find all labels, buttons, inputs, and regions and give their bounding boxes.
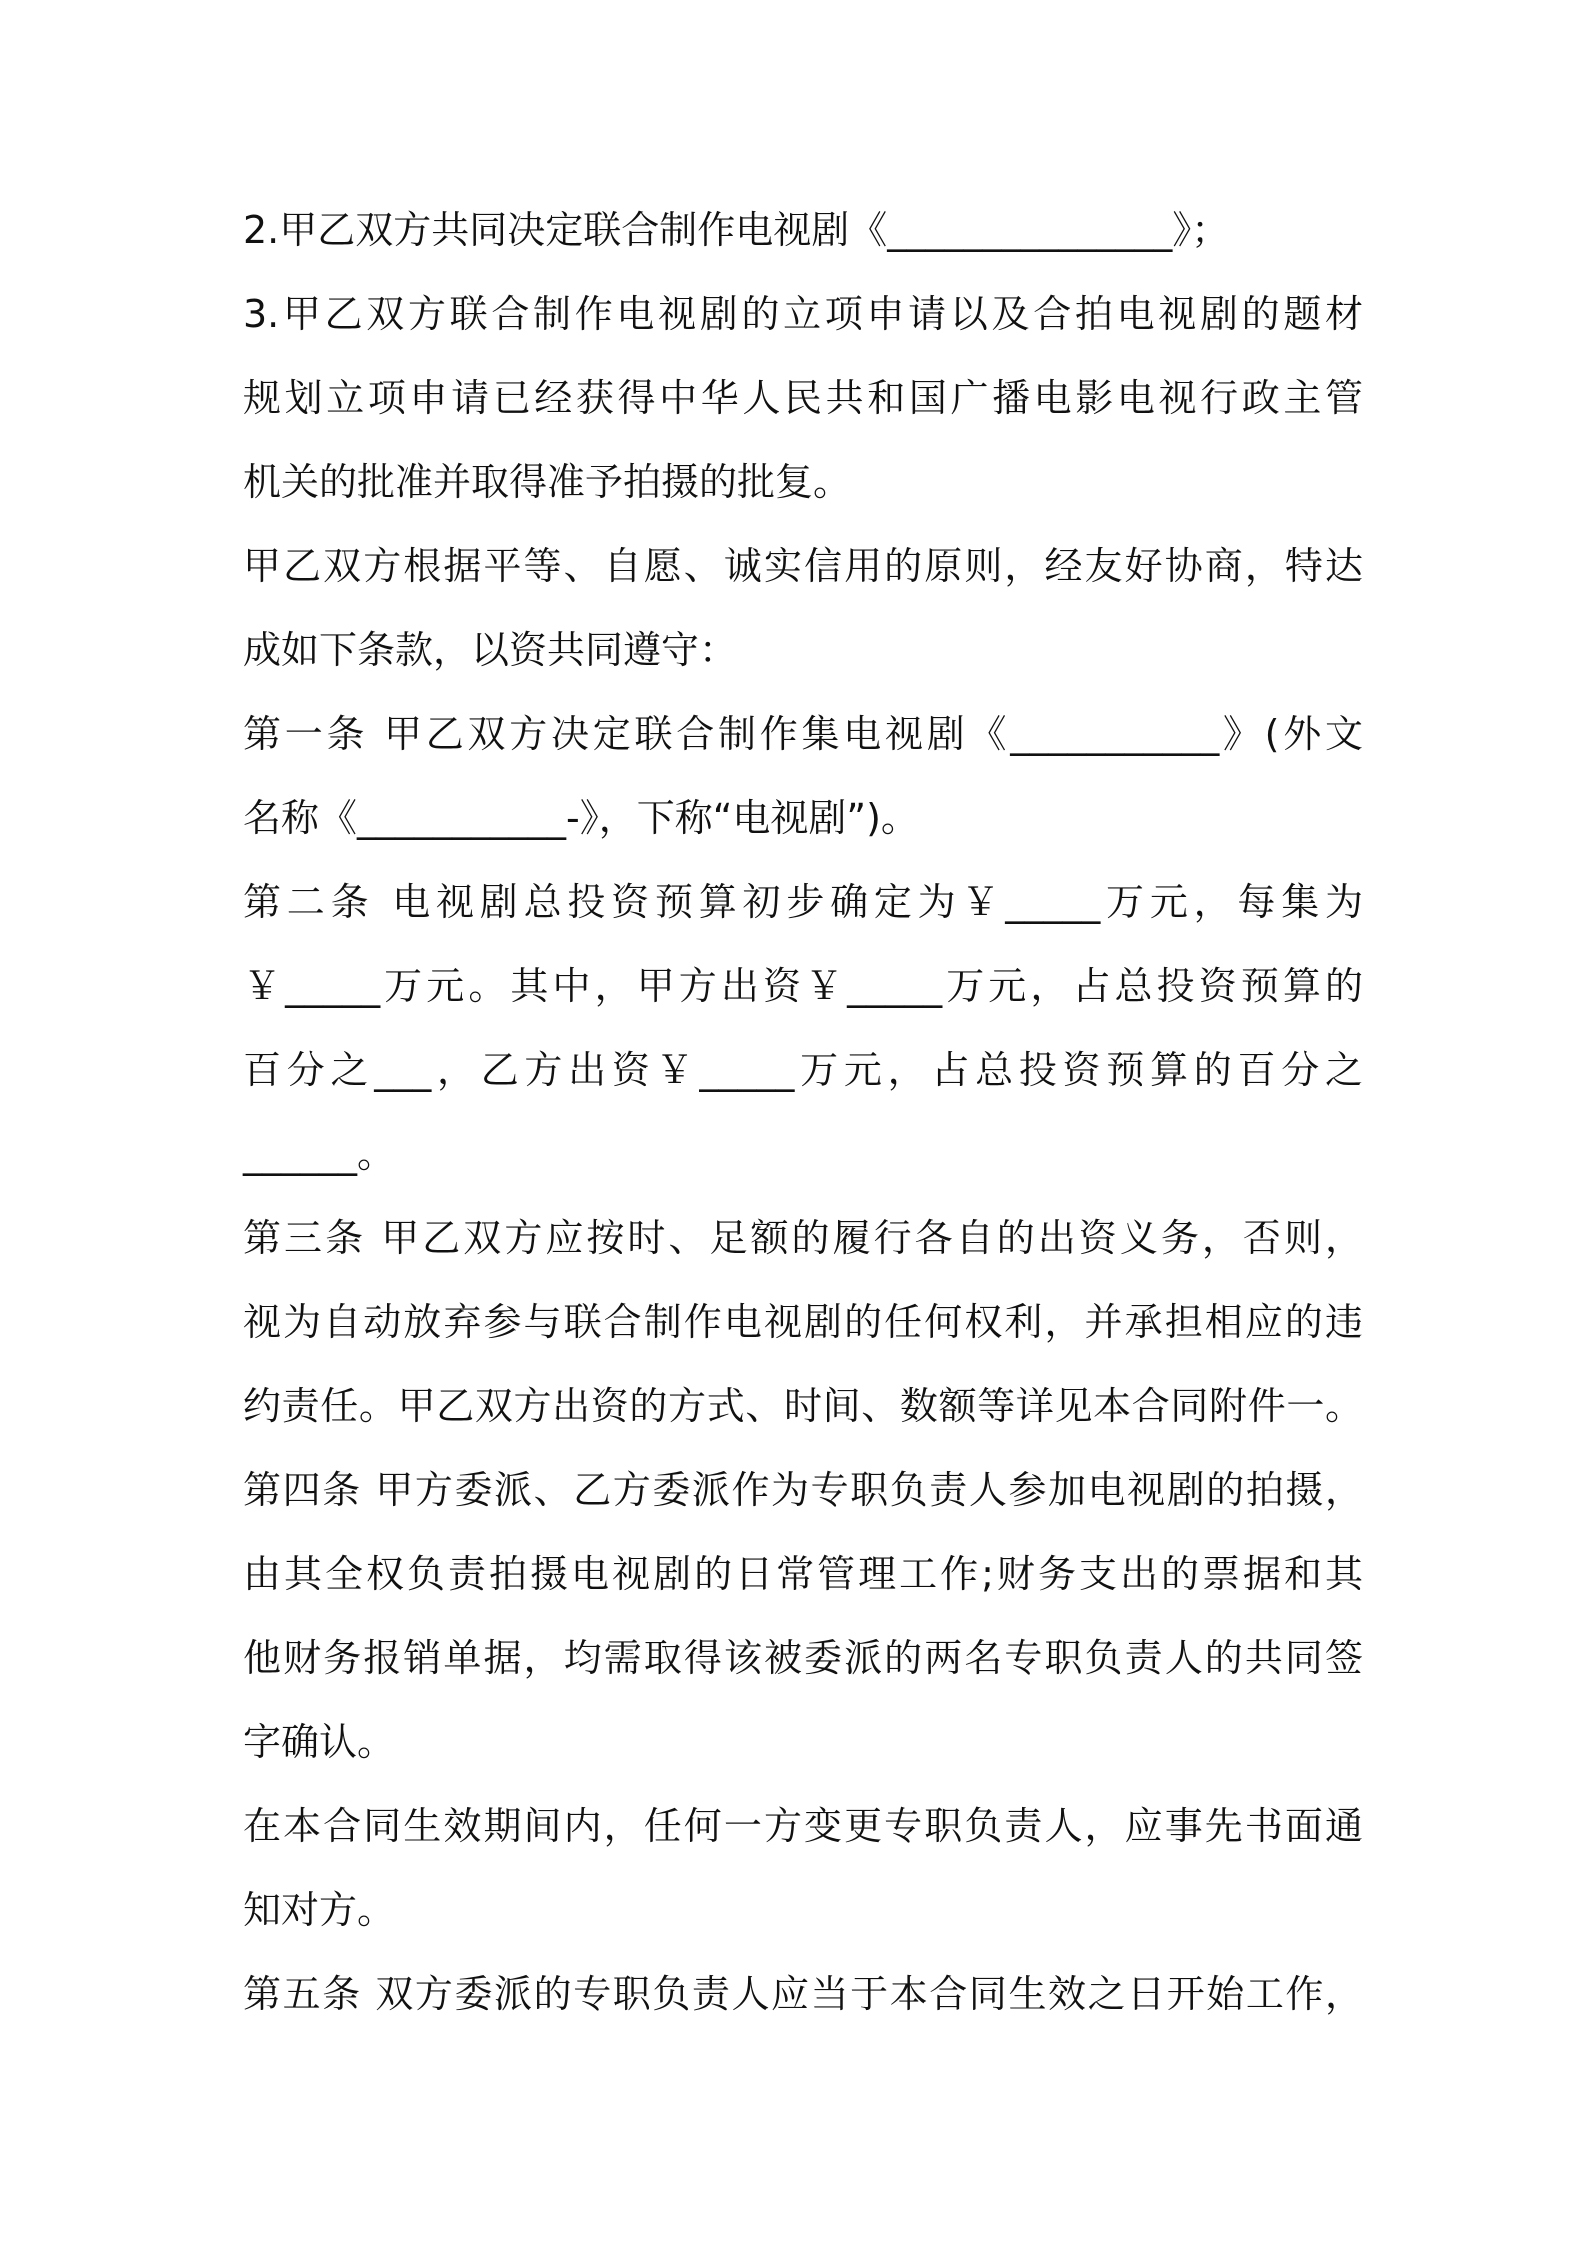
- text-line: 知对方。: [243, 1888, 396, 1932]
- text-line: ￥_____万元。其中，甲方出资￥_____万元，占总投资预算的: [243, 964, 1363, 1008]
- text-line: 第四条 甲方委派、乙方委派作为专职负责人参加电视剧的拍摄，: [243, 1468, 1363, 1512]
- text-line: 第一条 甲乙双方决定联合制作集电视剧《___________》(外文: [243, 712, 1363, 756]
- text-line: 约责任。甲乙双方出资的方式、时间、数额等详见本合同附件一。: [243, 1384, 1363, 1428]
- text-line: 在本合同生效期间内，任何一方变更专职负责人，应事先书面通: [243, 1804, 1363, 1848]
- text-line: 第三条 甲乙双方应按时、足额的履行各自的出资义务，否则，: [243, 1216, 1363, 1260]
- text-line: 机关的批准并取得准予拍摄的批复。: [243, 460, 852, 504]
- text-line: 由其全权负责拍摄电视剧的日常管理工作;财务支出的票据和其: [243, 1552, 1363, 1596]
- text-line: 甲乙双方根据平等、自愿、诚实信用的原则，经友好协商，特达: [243, 544, 1363, 588]
- text-line: 第二条 电视剧总投资预算初步确定为￥_____万元，每集为: [243, 880, 1363, 924]
- text-line: 第五条 双方委派的专职负责人应当于本合同生效之日开始工作，: [243, 1972, 1363, 2016]
- text-line: 视为自动放弃参与联合制作电视剧的任何权利，并承担相应的违: [243, 1300, 1363, 1344]
- text-line: 成如下条款，以资共同遵守：: [243, 628, 738, 672]
- text-line: 他财务报销单据，均需取得该被委派的两名专职负责人的共同签: [243, 1636, 1363, 1680]
- text-line: 名称《___________-》，下称“电视剧”)。: [243, 796, 919, 840]
- text-line: 2.甲乙双方共同决定联合制作电视剧《_______________》；: [243, 208, 1230, 252]
- text-line: 3.甲乙双方联合制作电视剧的立项申请以及合拍电视剧的题材: [243, 292, 1363, 336]
- text-line: ______。: [243, 1132, 396, 1176]
- text-line: 百分之___，乙方出资￥_____万元，占总投资预算的百分之: [243, 1048, 1363, 1092]
- text-line: 字确认。: [243, 1720, 396, 1764]
- text-line: 规划立项申请已经获得中华人民共和国广播电影电视行政主管: [243, 376, 1363, 420]
